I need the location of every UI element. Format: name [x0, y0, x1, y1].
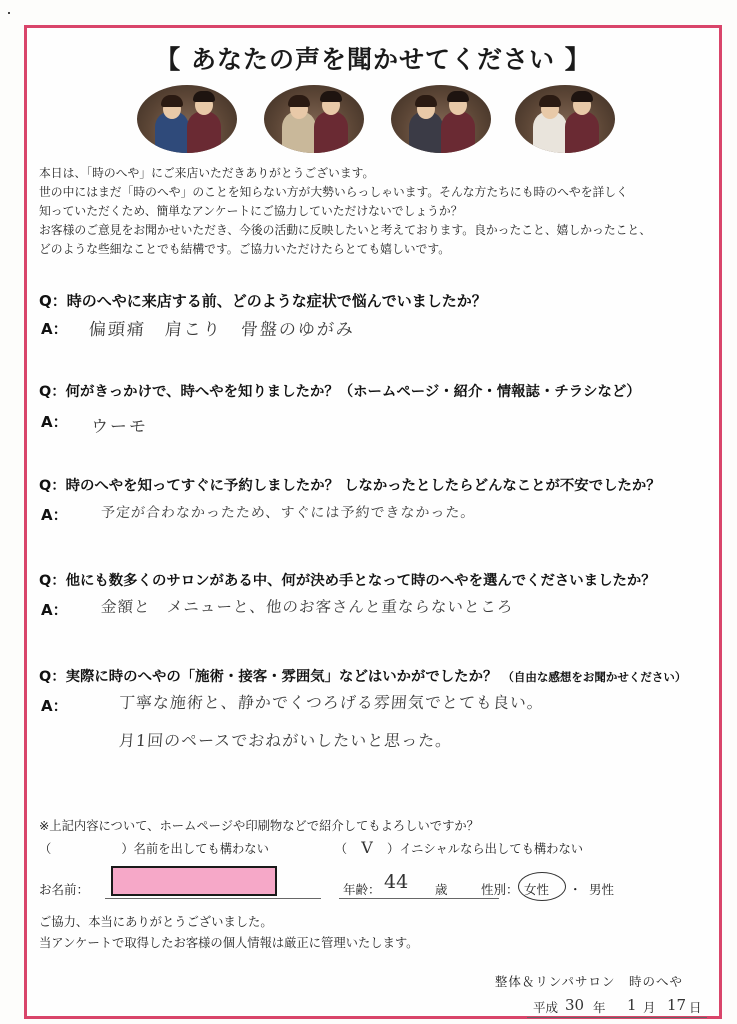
customer-photo-1: [137, 85, 237, 153]
customer-photo-2: [264, 85, 364, 153]
privacy-line: 当アンケートで取得したお客様の個人情報は厳正に管理いたします。: [39, 936, 419, 950]
consent-check-mark: V: [361, 838, 373, 857]
question-4: Q：他にも数多くのサロンがある中、何が決め手となって時のへやを選んでくださいましたか？: [39, 573, 656, 589]
question-5-note: （自由な感想をお聞かせください）: [502, 670, 687, 684]
survey-sheet: [24, 25, 722, 1019]
date-year-unit: 年: [593, 1000, 606, 1015]
question-2: Q：何がきっかけで、時へやを知りましたか？（ホームページ・紹介・情報誌・チラシなど）: [39, 384, 641, 400]
customer-info-row: [39, 871, 709, 904]
date-day-unit: 日: [689, 1000, 702, 1015]
salon-name: 整体＆リンパサロン 時のへや: [494, 974, 683, 989]
intro-line: 知っていただくため、簡単なアンケートにご協力していただけないでしょうか？: [39, 204, 463, 218]
page-title: 【 あなたの声を聞かせてください 】: [155, 45, 591, 74]
intro-line: 世の中にはまだ「時のへや」のことを知らない方が大勢いらっしゃいます。そんな方たちにも時のへやを詳しく: [39, 185, 628, 199]
answer-1: 偏頭痛 肩こり 骨盤のゆがみ: [88, 320, 356, 340]
answer-5-line-2: 月1回のペースでおねがいしたいと思った。: [118, 731, 453, 750]
consent-option-name: ）名前を出しても構わない: [121, 842, 269, 856]
thanks-line: ご協力、本当にありがとうございました。: [39, 915, 273, 929]
gender-label: 性別：: [481, 882, 519, 897]
question-5-text: Q：実際に時のへやの「施術・接客・雰囲気」などはいかがでしたか？: [39, 669, 498, 685]
consent-option-name-open: （: [39, 842, 52, 856]
date-month: 1: [627, 996, 637, 1014]
intro-line: お客様のご意見をお聞かせいただき、今後の活動に反映したいと考えております。良かったこと、嬉しかったこと、: [39, 223, 652, 237]
consent-question: ※上記内容について、ホームページや印刷物などで紹介してもよろしいですか？: [39, 819, 479, 833]
answer-label-4: A：: [41, 601, 68, 619]
consent-option-initial-open: （: [334, 842, 348, 856]
answer-4: 金額と メニューと、他のお客さんと重ならないところ: [100, 598, 515, 616]
date-year: 30: [565, 996, 585, 1014]
gender-female: 女性: [524, 882, 550, 897]
consent-options: [39, 837, 583, 860]
answer-label-5: A：: [41, 697, 68, 715]
name-underline: [105, 898, 321, 899]
consent-option-initial: ）イニシャルなら出しても構わない: [387, 842, 584, 856]
intro-line: 本日は、「時のへや」にご来店いただきありがとうございます。: [39, 166, 375, 180]
question-3: Q：時のへやを知ってすぐに予約しましたか？ しなかったとしたらどんなことが不安でしたか？: [39, 478, 661, 494]
question-5: [39, 665, 686, 686]
age-underline: [339, 898, 499, 899]
answer-2: ウーモ: [90, 417, 149, 437]
date-row: [527, 996, 707, 1020]
staff-photos: [137, 85, 617, 153]
date-underline: [527, 1017, 707, 1018]
consent-block: [39, 816, 583, 860]
scan-mark: [8, 12, 10, 14]
intro-line: どのような些細なことでも結構です。ご協力いただけたらとても嬉しいです。: [39, 242, 451, 256]
date-era: 平成: [533, 1000, 559, 1015]
customer-photo-3: [391, 85, 491, 153]
name-label: お名前：: [39, 882, 90, 897]
customer-photo-4: [515, 85, 615, 153]
date-month-unit: 月: [643, 1000, 656, 1015]
age-label: 年齢：: [343, 882, 381, 897]
age-value: 44: [384, 871, 409, 893]
gender-separator: ・: [569, 882, 582, 897]
answer-label-2: A：: [41, 413, 68, 431]
name-redaction: [111, 866, 277, 896]
intro-text: [39, 164, 709, 259]
age-unit: 歳: [435, 882, 448, 897]
thanks-block: [39, 912, 418, 954]
date-day: 17: [667, 996, 687, 1014]
answer-label-3: A：: [41, 506, 68, 524]
gender-male: 男性: [589, 882, 615, 897]
answer-3: 予定が合わなかったため、すぐには予約できなかった。: [100, 505, 476, 521]
question-1: Q：時のへやに来店する前、どのような症状で悩んでいましたか？: [39, 292, 487, 310]
answer-5-line-1: 丁寧な施術と、静かでくつろげる雰囲気でとても良い。: [118, 693, 545, 712]
answer-label-1: A：: [41, 320, 68, 338]
